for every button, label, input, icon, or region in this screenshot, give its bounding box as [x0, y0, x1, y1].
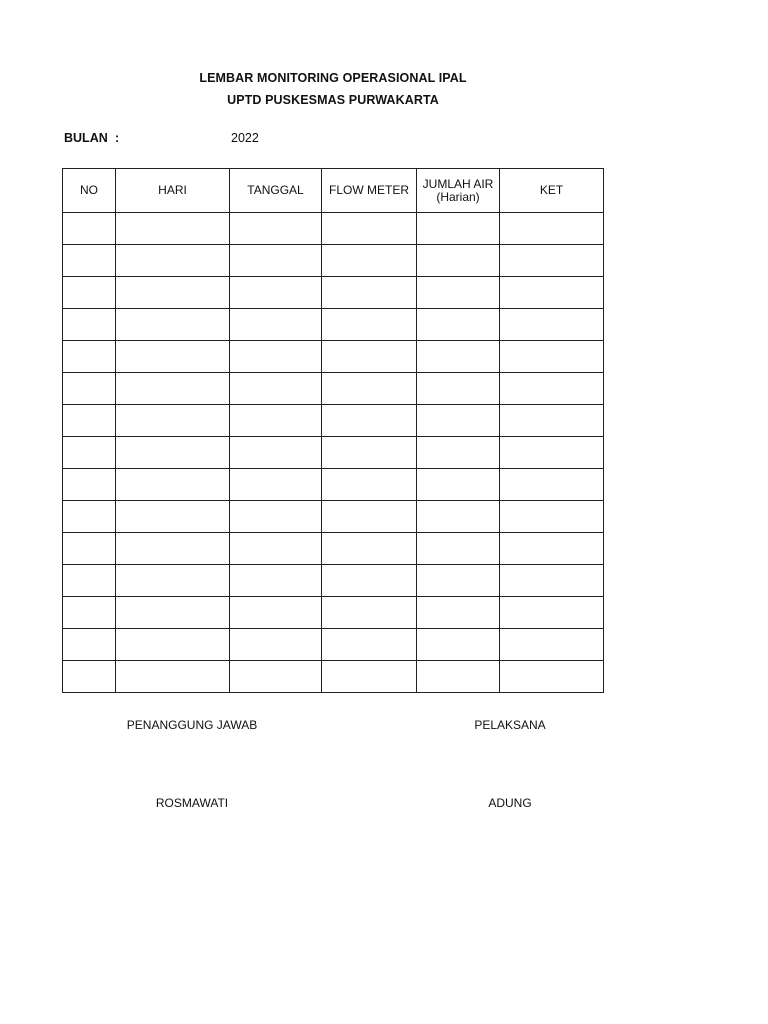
cell-hari — [116, 245, 230, 277]
table-row — [63, 661, 604, 693]
cell-tanggal — [230, 373, 322, 405]
cell-tanggal — [230, 501, 322, 533]
cell-flow-meter — [322, 405, 417, 437]
cell-jumlah-air — [417, 661, 500, 693]
cell-tanggal — [230, 565, 322, 597]
cell-jumlah-air — [417, 213, 500, 245]
cell-tanggal — [230, 213, 322, 245]
cell-hari — [116, 597, 230, 629]
cell-ket — [500, 661, 604, 693]
cell-tanggal — [230, 533, 322, 565]
cell-hari — [116, 373, 230, 405]
cell-flow-meter — [322, 565, 417, 597]
cell-tanggal — [230, 277, 322, 309]
cell-hari — [116, 309, 230, 341]
cell-flow-meter — [322, 437, 417, 469]
cell-no — [63, 501, 116, 533]
cell-flow-meter — [322, 245, 417, 277]
table-row — [63, 277, 604, 309]
cell-tanggal — [230, 597, 322, 629]
cell-no — [63, 437, 116, 469]
cell-tanggal — [230, 629, 322, 661]
table-row — [63, 405, 604, 437]
cell-ket — [500, 245, 604, 277]
column-header-jumlah-air-label: JUMLAH AIR — [422, 176, 494, 191]
table-row — [63, 309, 604, 341]
cell-jumlah-air — [417, 405, 500, 437]
cell-tanggal — [230, 405, 322, 437]
table-row — [63, 597, 604, 629]
cell-jumlah-air — [417, 597, 500, 629]
cell-jumlah-air — [417, 437, 500, 469]
cell-jumlah-air — [417, 277, 500, 309]
cell-ket — [500, 405, 604, 437]
cell-hari — [116, 277, 230, 309]
signature-name-responsible: ROSMAWATI — [155, 796, 229, 810]
table-row — [63, 373, 604, 405]
cell-hari — [116, 565, 230, 597]
cell-jumlah-air — [417, 629, 500, 661]
monitoring-table — [62, 168, 604, 693]
cell-no — [63, 597, 116, 629]
cell-jumlah-air — [417, 309, 500, 341]
table-row — [63, 213, 604, 245]
cell-ket — [500, 629, 604, 661]
cell-flow-meter — [322, 277, 417, 309]
cell-ket — [500, 277, 604, 309]
cell-hari — [116, 213, 230, 245]
cell-ket — [500, 469, 604, 501]
cell-no — [63, 565, 116, 597]
cell-ket — [500, 341, 604, 373]
signature-title-responsible: PENANGGUNG JAWAB — [126, 718, 258, 732]
cell-no — [63, 469, 116, 501]
column-header-jumlah-air — [417, 169, 500, 213]
cell-ket — [500, 437, 604, 469]
cell-no — [63, 405, 116, 437]
cell-ket — [500, 533, 604, 565]
cell-jumlah-air — [417, 533, 500, 565]
form-title: LEMBAR MONITORING OPERASIONAL IPAL — [199, 71, 467, 85]
cell-no — [63, 309, 116, 341]
cell-jumlah-air — [417, 373, 500, 405]
cell-no — [63, 533, 116, 565]
cell-no — [63, 629, 116, 661]
cell-flow-meter — [322, 597, 417, 629]
cell-jumlah-air — [417, 245, 500, 277]
cell-hari — [116, 469, 230, 501]
table-row — [63, 245, 604, 277]
cell-no — [63, 277, 116, 309]
column-header-no: NO — [63, 169, 116, 213]
column-header-jumlah-air-sub: (Harian) — [436, 189, 480, 204]
cell-flow-meter — [322, 661, 417, 693]
year-value: 2022 — [231, 131, 259, 145]
cell-flow-meter — [322, 469, 417, 501]
cell-tanggal — [230, 661, 322, 693]
cell-tanggal — [230, 469, 322, 501]
cell-no — [63, 245, 116, 277]
cell-tanggal — [230, 341, 322, 373]
cell-tanggal — [230, 245, 322, 277]
cell-flow-meter — [322, 373, 417, 405]
column-header-flow-meter: FLOW METER — [322, 169, 417, 213]
cell-flow-meter — [322, 501, 417, 533]
cell-flow-meter — [322, 629, 417, 661]
cell-no — [63, 661, 116, 693]
cell-hari — [116, 437, 230, 469]
cell-hari — [116, 661, 230, 693]
cell-hari — [116, 341, 230, 373]
cell-ket — [500, 597, 604, 629]
table-row — [63, 533, 604, 565]
cell-flow-meter — [322, 341, 417, 373]
table-row — [63, 341, 604, 373]
cell-ket — [500, 501, 604, 533]
cell-jumlah-air — [417, 565, 500, 597]
cell-jumlah-air — [417, 341, 500, 373]
signature-name-executor: ADUNG — [488, 796, 532, 810]
cell-hari — [116, 501, 230, 533]
cell-jumlah-air — [417, 469, 500, 501]
signature-title-executor: PELAKSANA — [474, 718, 546, 732]
cell-tanggal — [230, 309, 322, 341]
cell-jumlah-air — [417, 501, 500, 533]
cell-flow-meter — [322, 213, 417, 245]
month-label: BULAN — [64, 131, 108, 145]
cell-hari — [116, 629, 230, 661]
form-subtitle: UPTD PUSKESMAS PURWAKARTA — [227, 93, 439, 107]
cell-no — [63, 341, 116, 373]
table-row — [63, 629, 604, 661]
cell-ket — [500, 309, 604, 341]
table-row — [63, 501, 604, 533]
cell-flow-meter — [322, 309, 417, 341]
cell-ket — [500, 213, 604, 245]
month-colon: : — [115, 131, 120, 145]
column-header-ket: KET — [500, 169, 604, 213]
column-header-tanggal: TANGGAL — [230, 169, 322, 213]
cell-hari — [116, 533, 230, 565]
cell-ket — [500, 565, 604, 597]
column-header-hari: HARI — [116, 169, 230, 213]
cell-hari — [116, 405, 230, 437]
cell-tanggal — [230, 437, 322, 469]
table-row — [63, 469, 604, 501]
cell-no — [63, 373, 116, 405]
table-header-row — [63, 169, 604, 213]
cell-flow-meter — [322, 533, 417, 565]
cell-ket — [500, 373, 604, 405]
table-body — [63, 213, 604, 693]
table-row — [63, 565, 604, 597]
table-row — [63, 437, 604, 469]
cell-no — [63, 213, 116, 245]
